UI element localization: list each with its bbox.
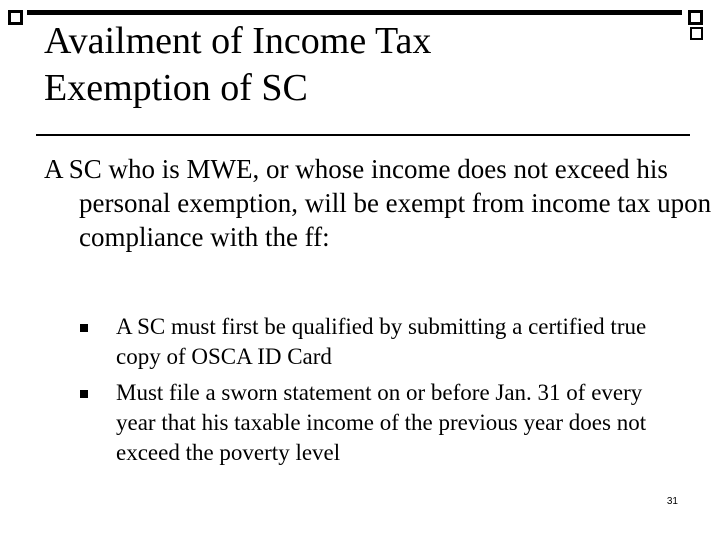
slide-title-line: Exemption of SC bbox=[44, 67, 308, 109]
top-decorative-rule bbox=[27, 10, 682, 15]
square-decoration-icon bbox=[8, 10, 23, 25]
bullet-text: Must file a sworn statement on or before Jan. 31 of every year that his taxable income of the previous year does not exceed the poverty level bbox=[116, 380, 647, 465]
bullet-list bbox=[80, 312, 680, 474]
list-item bbox=[80, 312, 680, 372]
square-decoration-icon bbox=[690, 27, 703, 40]
lead-paragraph: A SC who is MWE, or whose income does not exceed his personal exemption, will be exempt from income tax upon compliance with the ff: bbox=[44, 154, 712, 252]
slide-title bbox=[44, 26, 431, 112]
bullet-text: A SC must first be qualified by submitting a certified true copy of OSCA ID Card bbox=[116, 314, 647, 369]
page-number: 31 bbox=[666, 496, 678, 507]
square-bullet-icon bbox=[80, 324, 88, 332]
square-bullet-icon bbox=[80, 390, 88, 398]
slide-title-line: Availment of Income Tax bbox=[44, 26, 432, 62]
square-decoration-icon bbox=[688, 10, 703, 25]
slide-title-area bbox=[44, 26, 674, 128]
list-item bbox=[80, 378, 680, 468]
title-underline-rule bbox=[36, 134, 690, 136]
